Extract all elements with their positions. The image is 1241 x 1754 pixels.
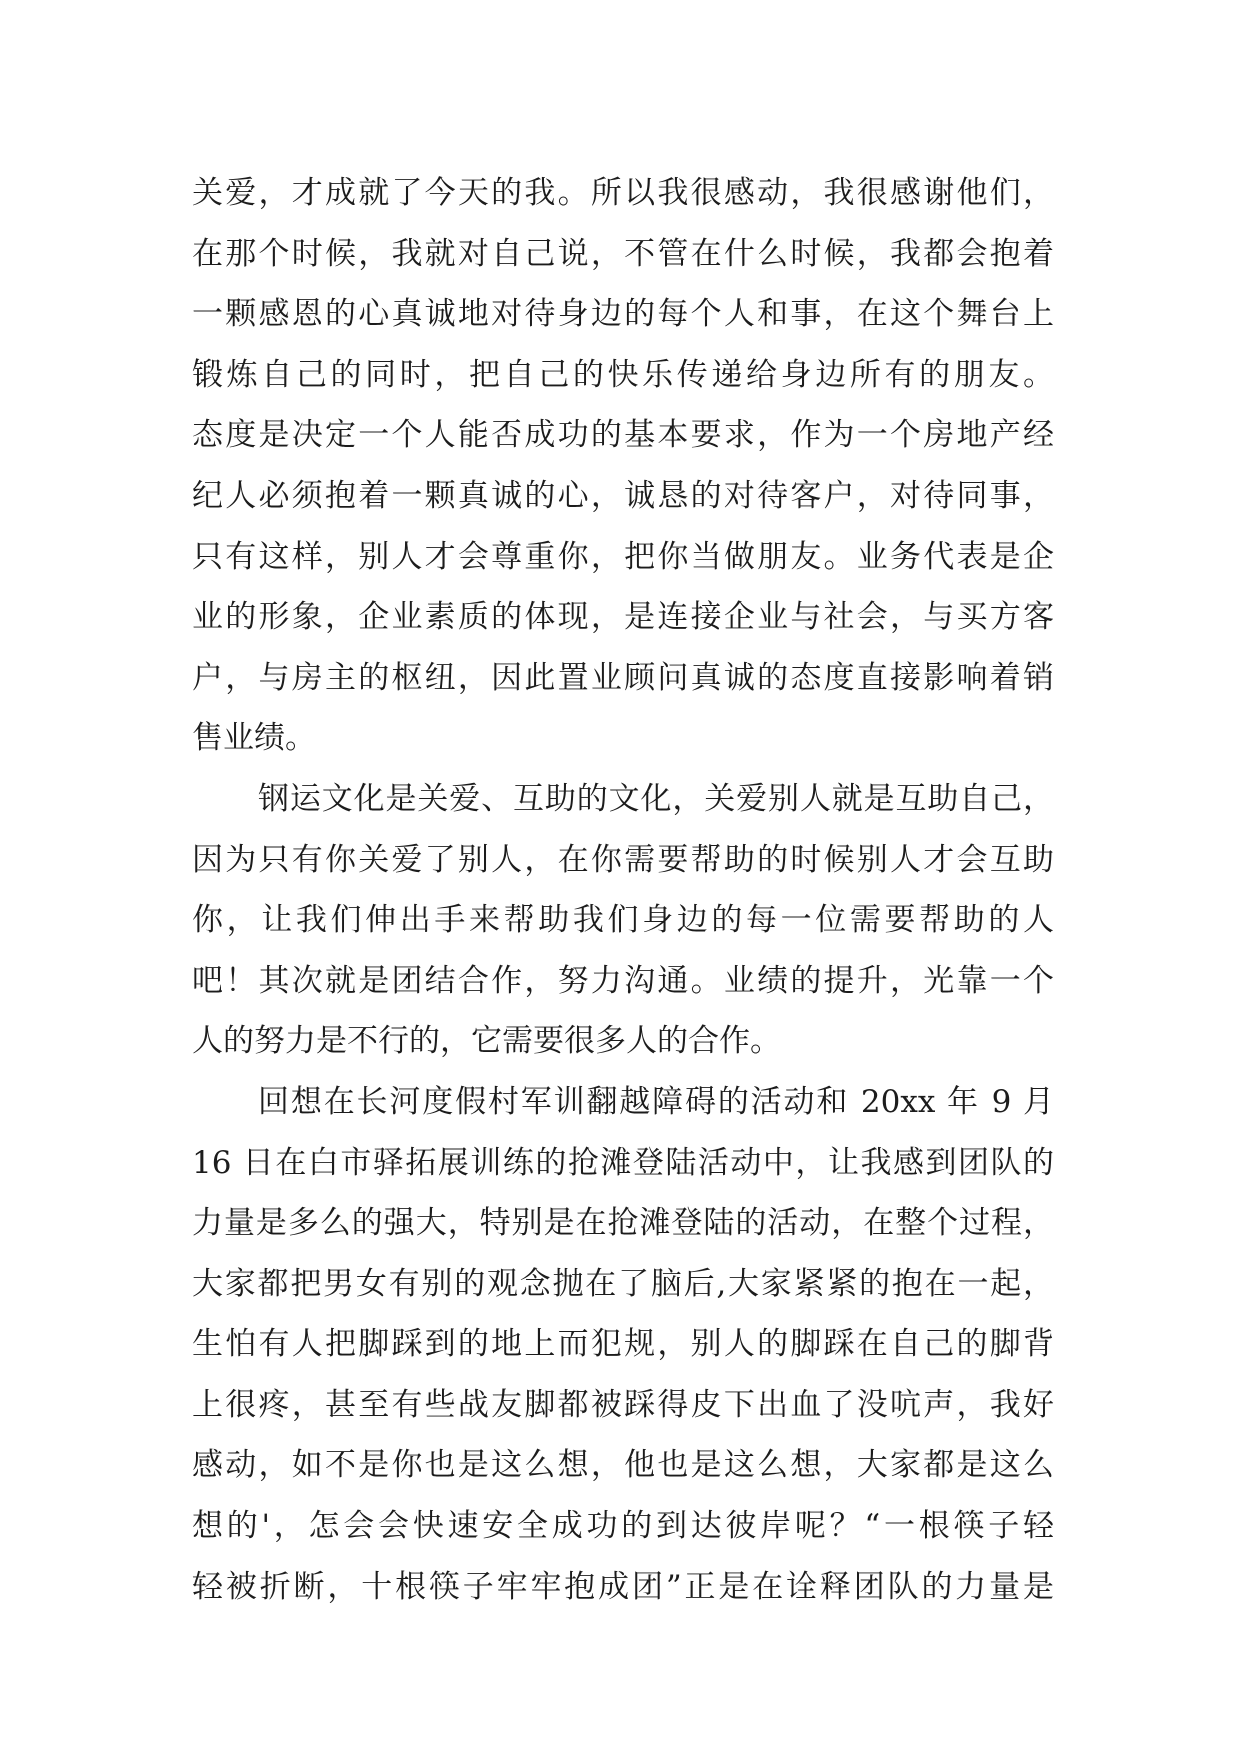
text-line: 在那个时候，我就对自己说，不管在什么时候，我都会抱着 xyxy=(192,235,1054,272)
text-line: 只有这样，别人才会尊重你，把你当做朋友。业务代表是企 xyxy=(192,538,1054,575)
text-line: 吧！其次就是团结合作，努力沟通。业绩的提升，光靠一个 xyxy=(192,962,1054,999)
body-text xyxy=(192,163,1054,1617)
text-line: 钢运文化是关爱、互助的文化，关爱别人就是互助自己， xyxy=(258,780,1054,817)
text-line: 人的努力是不行的，它需要很多人的合作。 xyxy=(192,1023,781,1060)
text-line: 业的形象，企业素质的体现，是连接企业与社会，与买方客 xyxy=(192,599,1054,636)
text-line: 锻炼自己的同时，把自己的快乐传递给身边所有的朋友。 xyxy=(192,356,1054,393)
text-line: 户，与房主的枢纽，因此置业顾问真诚的态度直接影响着销 xyxy=(192,659,1054,696)
text-line: 16 日在白市驿拓展训练的抢滩登陆活动中，让我感到团队的 xyxy=(192,1144,1054,1181)
text-line: 回想在长河度假村军训翻越障碍的活动和 20xx 年 9 月 xyxy=(258,1083,1054,1120)
text-line: 想的'，怎会会快速安全成功的到达彼岸呢？“一根筷子轻 xyxy=(192,1508,1054,1545)
text-line: 大家都把男女有别的观念抛在了脑后,大家紧紧的抱在一起， xyxy=(192,1265,1054,1302)
text-line: 生怕有人把脚踩到的地上而犯规，别人的脚踩在自己的脚背 xyxy=(192,1326,1054,1363)
text-line: 态度是决定一个人能否成功的基本要求，作为一个房地产经 xyxy=(192,417,1054,454)
text-line: 关爱，才成就了今天的我。所以我很感动，我很感谢他们， xyxy=(192,175,1054,211)
text-line: 力量是多么的强大，特别是在抢滩登陆的活动，在整个过程， xyxy=(192,1205,1054,1242)
text-line: 售业绩。 xyxy=(192,720,316,757)
text-line: 一颗感恩的心真诚地对待身边的每个人和事，在这个舞台上 xyxy=(192,296,1054,333)
text-line: 轻被折断，十根筷子牢牢抱成团”正是在诠释团队的力量是 xyxy=(192,1568,1054,1605)
text-line: 因为只有你关爱了别人，在你需要帮助的时候别人才会互助 xyxy=(192,841,1054,878)
text-line: 纪人必须抱着一颗真诚的心，诚恳的对待客户，对待同事， xyxy=(192,477,1054,514)
text-line: 你，让我们伸出手来帮助我们身边的每一位需要帮助的人 xyxy=(192,902,1054,939)
text-line: 上很疼，甚至有些战友脚都被踩得皮下出血了没吭声，我好 xyxy=(192,1386,1054,1423)
text-line: 感动，如不是你也是这么想，他也是这么想，大家都是这么 xyxy=(192,1447,1054,1484)
